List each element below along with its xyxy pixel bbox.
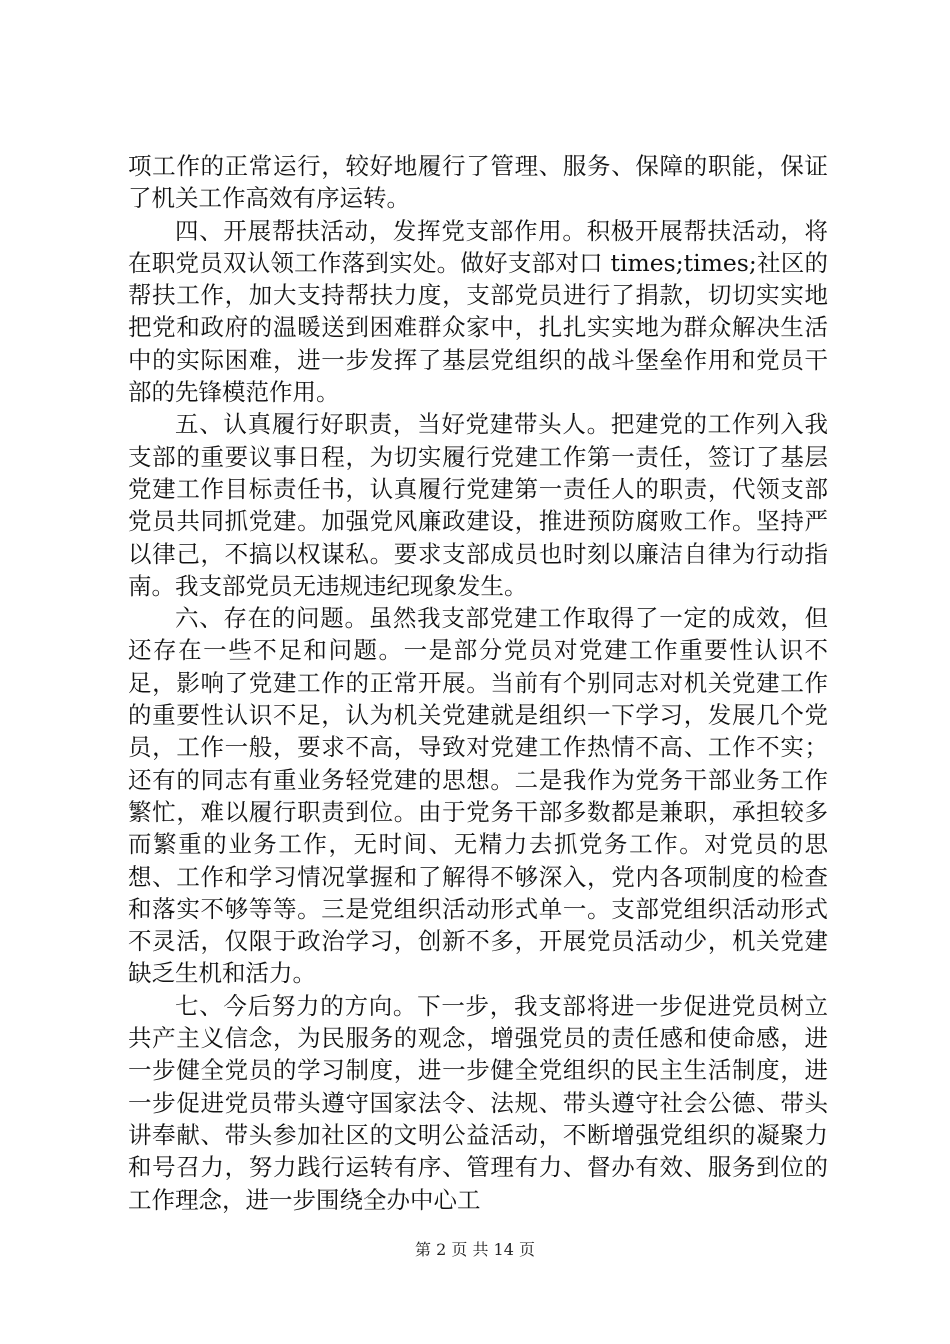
paragraph-section-five: 五、认真履行好职责，当好党建带头人。把建党的工作列入我支部的重要议事日程，为切实履行党建工作第一责任，签订了基层党建工作目标责任书，认真履行党建第一责任人的职责，代领支部党员共同抓党建。加强党风廉政建设，推进预防腐败工作。坚持严以律己，不搞以权谋私。要求支部成员也时刻以廉洁自律为行动指南。我支部党员无违规违纪现象发生。: [128, 410, 828, 600]
page-number-label: 第 2 页 共 14 页: [415, 1240, 535, 1259]
paragraph-section-seven: 七、今后努力的方向。下一步，我支部将进一步促进党员树立共产主义信念，为民服务的观念，增强党员的责任感和使命感，进一步健全党员的学习制度，进一步健全党组织的民主生活制度，进一步促进党员带头遵守国家法令、法规、带头遵守社会公德、带头讲奉献、带头参加社区的文明公益活动，不断增强党组织的凝聚力和号召力，努力践行运转有序、管理有力、督办有效、服务到位的工作理念，进一步围绕全办中心工: [128, 991, 828, 1214]
document-body: [128, 150, 828, 1216]
paragraph-section-six: 六、存在的问题。虽然我支部党建工作取得了一定的成效，但还存在一些不足和问题。一是部分党员对党建工作重要性认识不足，影响了党建工作的正常开展。当前有个别同志对机关党建工作的重要性认识不足，认为机关党建就是组织一下学习，发展几个党员，工作一般，要求不高，导致对党建工作热情不高、工作不实；还有的同志有重业务轻党建的思想。二是我作为党务干部业务工作繁忙，难以履行职责到位。由于党务干部多数都是兼职，承担较多而繁重的业务工作，无时间、无精力去抓党务工作。对党员的思想、工作和学习情况掌握和了解得不够深入，党内各项制度的检查和落实不够等等。三是党组织活动形式单一。支部党组织活动形式不灵活，仅限于政治学习，创新不多，开展党员活动少，机关党建缺乏生机和活力。: [128, 604, 828, 988]
paragraph-section-four: 四、开展帮扶活动，发挥党支部作用。积极开展帮扶活动，将在职党员双认领工作落到实处。做好支部对口 times;times;社区的帮扶工作，加大支持帮扶力度，支部党员进行了捐款，切切实实地把党和政府的温暖送到困难群众家中，扎扎实实地为群众解决生活中的实际困难，进一步发挥了基层党组织的战斗堡垒作用和党员干部的先锋模范作用。: [128, 216, 828, 407]
page-footer: [0, 1240, 950, 1260]
paragraph-continuation: 项工作的正常运行，较好地履行了管理、服务、保障的职能，保证了机关工作高效有序运转。: [128, 152, 828, 213]
